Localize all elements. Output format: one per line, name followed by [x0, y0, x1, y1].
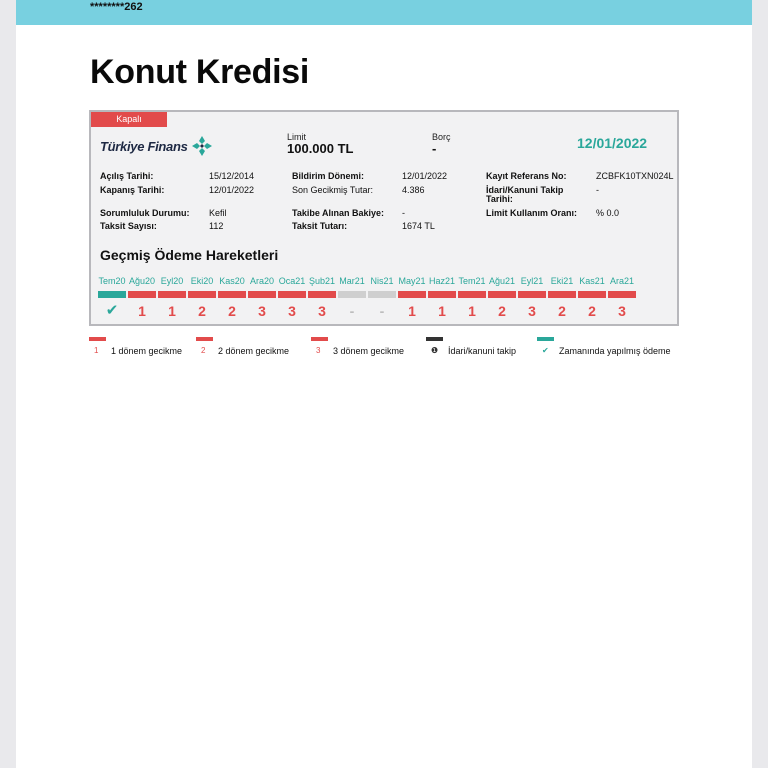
history-month-label: Oca21 [278, 276, 306, 286]
acilis-value: 15/12/2014 [209, 171, 255, 181]
top-header-bar [16, 0, 752, 25]
history-month [518, 275, 546, 320]
history-month-label: Kas21 [579, 276, 605, 286]
status-badge: Kapalı [91, 112, 167, 127]
history-title: Geçmiş Ödeme Hareketleri [100, 247, 279, 263]
history-status-bar [248, 291, 276, 298]
history-month-value: 3 [528, 303, 536, 319]
kapanis-label: Kapanış Tarihi: [100, 185, 165, 195]
history-month-label: Eki21 [550, 276, 574, 286]
sorumluluk-value: Kefil [209, 208, 227, 218]
legend-color-bar [311, 337, 328, 341]
history-status-bar [308, 291, 336, 298]
history-month-value: 2 [198, 303, 206, 319]
history-status-bar [548, 291, 576, 298]
history-month-label: May21 [398, 276, 426, 286]
history-month-value: 2 [498, 303, 506, 319]
legend-color-bar [89, 337, 106, 341]
history-month-value: 2 [558, 303, 566, 319]
history-month [428, 275, 456, 320]
history-month-label: Ara21 [609, 276, 635, 286]
history-status-bar [98, 291, 126, 298]
history-month [248, 275, 276, 320]
history-status-bar [428, 291, 456, 298]
history-month [278, 275, 306, 320]
history-month [608, 275, 636, 320]
history-month [488, 275, 516, 320]
check-icon: ✔ [542, 346, 549, 355]
legend-color-bar [426, 337, 443, 341]
history-month-value: 3 [258, 303, 266, 319]
history-status-bar [458, 291, 486, 298]
history-month [578, 275, 606, 320]
history-month [368, 275, 396, 320]
history-status-bar [278, 291, 306, 298]
son-gecikmis-value: 4.386 [402, 185, 425, 195]
report-date: 12/01/2022 [577, 135, 648, 151]
history-month [308, 275, 336, 320]
bildirim-value: 12/01/2022 [402, 171, 448, 181]
legend-label: İdari/kanuni takip [448, 346, 517, 356]
acilis-label: Açılış Tarihi: [100, 171, 154, 181]
history-month-label: Haz21 [428, 276, 455, 286]
history-status-bar [218, 291, 246, 298]
history-status-bar [368, 291, 396, 298]
history-month-value: 2 [228, 303, 236, 319]
history-status-bar [338, 291, 366, 298]
history-month [548, 275, 576, 320]
history-month-value: 1 [408, 303, 416, 319]
legend-symbol: 3 [316, 346, 321, 355]
history-month [158, 275, 186, 320]
history-status-bar [488, 291, 516, 298]
history-month [338, 275, 366, 320]
bank-logo-icon [191, 135, 213, 157]
history-month-label: Tem20 [98, 276, 126, 286]
legend-symbol: 2 [201, 346, 206, 355]
limit-value: 100.000 TL [287, 141, 354, 156]
history-status-bar [158, 291, 186, 298]
legend-symbol: 1 [94, 346, 99, 355]
legend-color-bar [537, 337, 554, 341]
bank-name: Türkiye Finans [100, 138, 188, 154]
history-month-value: 1 [468, 303, 476, 319]
history-month-value: 2 [588, 303, 596, 319]
idari-value: - [596, 185, 599, 195]
legend-label: Zamanında yapılmış ödeme [559, 346, 671, 356]
taksit-tutari-label: Taksit Tutarı: [292, 221, 348, 231]
history-month-label: Ara20 [249, 276, 275, 286]
history-status-bar [608, 291, 636, 298]
history-month-label: Eyl21 [520, 276, 544, 286]
limit-label: Limit [287, 132, 307, 142]
idari-label-1: İdari/Kanuni Takip [486, 185, 564, 195]
masked-id: ********262 [90, 1, 143, 13]
history-month-value: 1 [438, 303, 446, 319]
borc-label: Borç [432, 132, 451, 142]
bildirim-label: Bildirim Dönemi: [292, 171, 365, 181]
history-month [128, 275, 156, 320]
history-month-label: Eki20 [190, 276, 214, 286]
sorumluluk-label: Sorumluluk Durumu: [100, 208, 190, 218]
history-month-value: 3 [618, 303, 626, 319]
history-month-value: 1 [138, 303, 146, 319]
history-month [188, 275, 216, 320]
history-status-bar [398, 291, 426, 298]
taksit-sayisi-label: Taksit Sayısı: [100, 221, 157, 231]
limit-kullanim-value: % 0.0 [596, 208, 620, 218]
history-month-value: 3 [288, 303, 296, 319]
history-month [398, 275, 426, 320]
history-month-value: 1 [168, 303, 176, 319]
takibe-label: Takibe Alınan Bakiye: [292, 208, 385, 218]
check-icon: ✔ [105, 302, 119, 319]
idari-label-2: Tarihi: [486, 194, 513, 204]
son-gecikmis-label: Son Gecikmiş Tutar: [292, 185, 374, 195]
exclamation-icon: ❶ [431, 346, 439, 355]
history-month [98, 275, 126, 320]
payment-history-row [98, 275, 636, 320]
history-status-bar [578, 291, 606, 298]
bank-logo [100, 134, 213, 158]
history-month-value: - [349, 303, 355, 319]
history-month-label: Kas20 [219, 276, 245, 286]
history-month-label: Şub21 [308, 276, 336, 286]
kapanis-value: 12/01/2022 [209, 185, 255, 195]
history-status-bar [188, 291, 216, 298]
history-status-bar [128, 291, 156, 298]
history-month [218, 275, 246, 320]
history-status-bar [518, 291, 546, 298]
takibe-value: - [402, 208, 405, 218]
borc-value: - [432, 141, 437, 156]
limit-kullanim-label: Limit Kullanım Oranı: [486, 208, 578, 218]
history-month [458, 275, 486, 320]
history-month-value: - [379, 303, 385, 319]
taksit-sayisi-value: 112 [209, 221, 224, 231]
legend-label: 3 dönem gecikme [333, 346, 405, 356]
history-month-label: Ağu20 [128, 276, 156, 286]
page-title: Konut Kredisi [90, 53, 309, 91]
history-month-label: Ağu21 [488, 276, 516, 286]
history-month-label: Mar21 [339, 276, 365, 286]
legend-label: 1 dönem gecikme [111, 346, 183, 356]
history-month-label: Eyl20 [160, 276, 184, 286]
history-month-label: Nis21 [370, 276, 394, 286]
kayit-label: Kayıt Referans No: [486, 171, 567, 181]
taksit-tutari-value: 1674 TL [402, 221, 435, 231]
legend-label: 2 dönem gecikme [218, 346, 290, 356]
credit-card-panel [89, 110, 679, 326]
history-month-value: 3 [318, 303, 326, 319]
legend-color-bar [196, 337, 213, 341]
history-month-label: Tem21 [458, 276, 486, 286]
kayit-value: ZCBFK10TXN024L [596, 171, 674, 181]
legend [89, 337, 689, 359]
